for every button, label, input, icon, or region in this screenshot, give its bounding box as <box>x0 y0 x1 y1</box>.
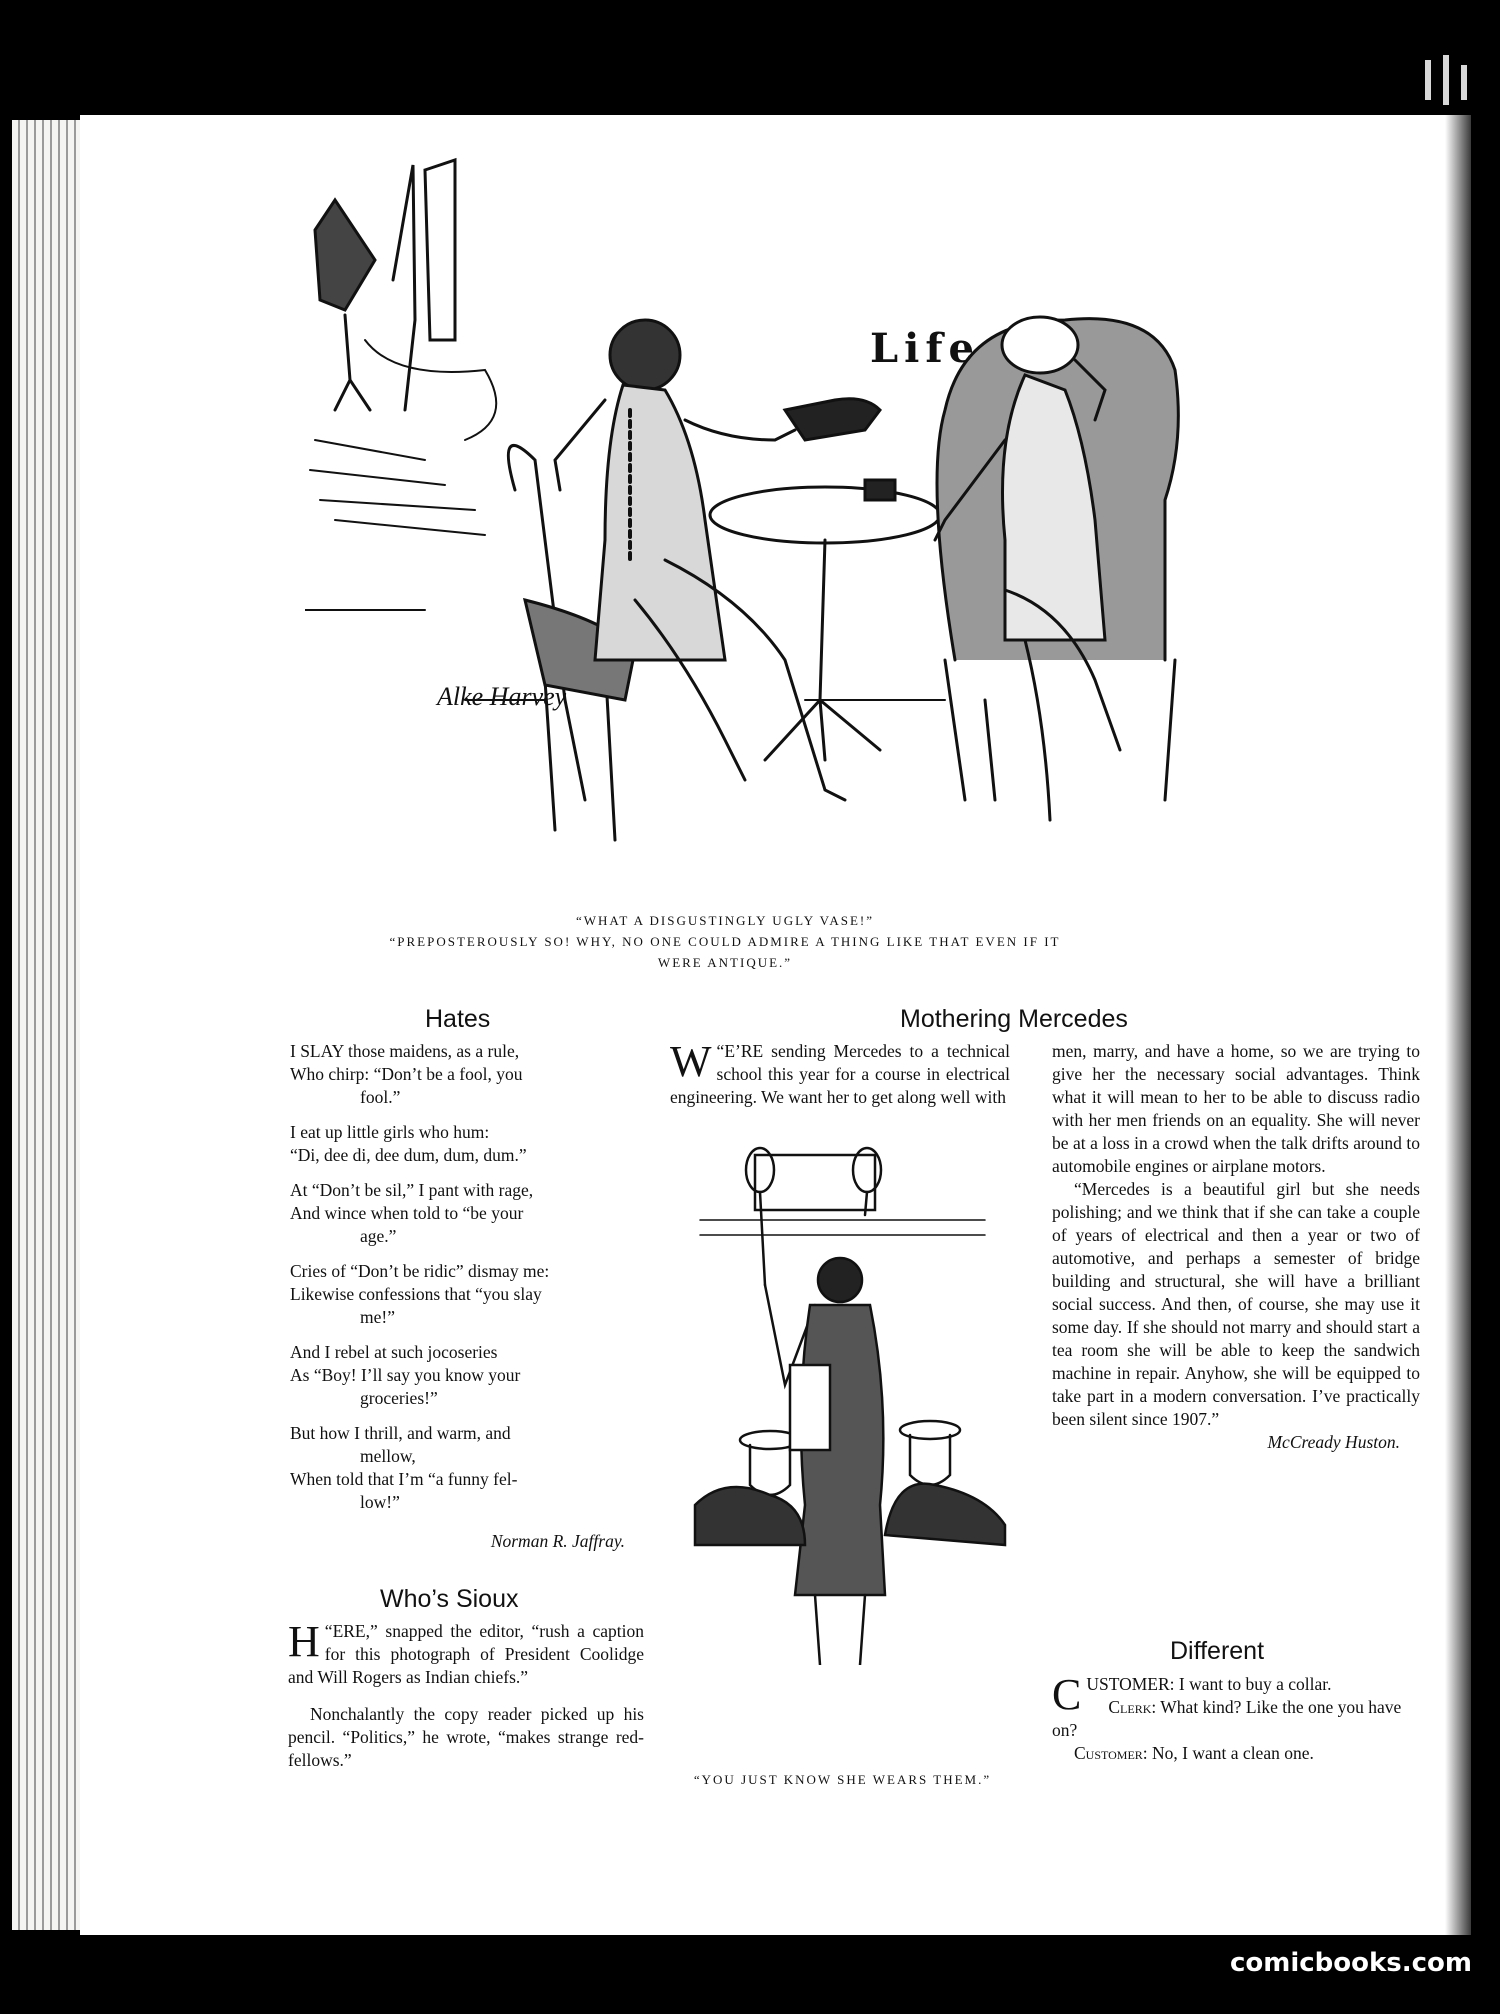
poem-line: me!” <box>360 1307 395 1327</box>
poem-line: When told that I’m “a funny fel- <box>290 1469 518 1489</box>
poem-stanza <box>290 1341 640 1410</box>
facing-page-marks <box>1415 50 1475 120</box>
poem-line: And wince when told to “be your <box>290 1203 524 1223</box>
hates-poem <box>290 1040 640 1526</box>
hates-author: Norman R. Jaffray. <box>490 1531 625 1551</box>
poem-line: As “Boy! I’ll say you know your <box>290 1365 521 1385</box>
mercedes-intro <box>670 1037 1010 1123</box>
poem-line: I SLAY those maidens, as a rule, <box>290 1041 520 1061</box>
poem-stanza <box>290 1179 640 1248</box>
caption-line: “PREPOSTEROUSLY SO! WHY, NO ONE COULD ADMIRE A THING LIKE THAT EVEN IF IT <box>389 934 1061 949</box>
poem-line: And I rebel at such jocoseries <box>290 1342 498 1362</box>
mercedes-heading: Mothering Mercedes <box>900 1005 1128 1033</box>
clerk-line: What kind? Like the one you have on? <box>1052 1697 1402 1740</box>
sioux-text <box>288 1617 644 1772</box>
mercedes-paragraph-2: men, marry, and have a home, so we are trying to give her the necessary social advantages. Think what it will mean to her to be able to discuss radio with her men friends on an equality. She will never be at a loss in a crowd when the talk drifts around to automobile engines or airplane motors. <box>1052 1041 1420 1176</box>
poem-stanza <box>290 1260 640 1329</box>
magazine-page <box>80 115 1465 1935</box>
different-text <box>1052 1670 1420 1765</box>
top-cartoon-caption <box>380 910 1070 973</box>
caption-line: “WHAT A DISGUSTINGLY UGLY VASE!” <box>575 913 875 928</box>
different-heading: Different <box>1170 1637 1265 1665</box>
poem-line: low!” <box>360 1492 400 1512</box>
sioux-dropcap: H <box>288 1617 320 1666</box>
poem-line: Cries of “Don’t be ridic” dismay me: <box>290 1261 550 1281</box>
artist-signature: Alke Harvey <box>437 682 567 711</box>
different-line-1: USTOMER: I want to buy a collar. <box>1086 1674 1332 1694</box>
mercedes-dropcap: W <box>670 1037 712 1086</box>
mercedes-paragraph-1: E’RE sending Mercedes to a technical school this year for a course in electrical engineering. We want her to get along well with <box>670 1041 1010 1107</box>
watermark: comicbooks.com <box>1229 1948 1472 1978</box>
poem-line: “Di, dee di, dee dum, dum, dum.” <box>290 1145 527 1165</box>
poem-line: mellow, <box>360 1446 416 1466</box>
page-gutter <box>1445 115 1471 1935</box>
different-dropcap: C <box>1052 1670 1082 1719</box>
customer-line: No, I want a clean one. <box>1147 1743 1314 1763</box>
poem-stanza <box>290 1121 640 1167</box>
poem-line: But how I thrill, and warm, and <box>290 1423 511 1443</box>
sioux-paragraph-1: ERE,” snapped the editor, “rush a caption for this photograph of President Coolidge and Will Rogers as Indian chiefs.” <box>288 1621 644 1687</box>
poem-line: groceries!” <box>360 1388 438 1408</box>
subway-cartoon-caption: “YOU JUST KNOW SHE WEARS THEM.” <box>693 1772 992 1787</box>
mercedes-author: McCready Huston. <box>1267 1432 1400 1452</box>
sioux-heading: Who’s Sioux <box>380 1585 519 1613</box>
mercedes-paragraph-3: “Mercedes is a beautiful girl but she needs polishing; and we think that if she can take a couple of years of electrical and then a year or two of automotive, and perhaps a semester of bridge building and structural, she will have a brilliant social success. And then, of course, she may use it some day. If she should not marry and should start a tea room she will be able to keep the sandwich machine in repair. Anyhow, she will be equipped to take part in a modern conversation. I’ve practically been silent since 1907.” <box>1052 1179 1420 1429</box>
sioux-paragraph-2: Nonchalantly the copy reader picked up his pencil. “Politics,” he wrote, “makes strange red-fellows.” <box>288 1704 644 1770</box>
poem-line: At “Don’t be sil,” I pant with rage, <box>290 1180 534 1200</box>
caption-line: WERE ANTIQUE.” <box>657 955 793 970</box>
mercedes-continued <box>1052 1040 1420 1454</box>
sioux-open-quote: “ <box>324 1621 333 1641</box>
clerk-speaker: Clerk: <box>1108 1697 1157 1717</box>
poem-line: Who chirp: “Don’t be a fool, you <box>290 1064 523 1084</box>
customer-speaker: Customer: <box>1074 1743 1148 1763</box>
vase-cartoon-illustration <box>305 140 1315 920</box>
subway-cartoon-illustration <box>685 1145 1010 1665</box>
hates-heading: Hates <box>425 1005 491 1033</box>
poem-line: age.” <box>360 1226 397 1246</box>
poem-line: fool.” <box>360 1087 401 1107</box>
poem-line: I eat up little girls who hum: <box>290 1122 490 1142</box>
poem-line: Likewise confessions that “you slay <box>290 1284 542 1304</box>
poem-stanza <box>290 1040 640 1109</box>
masthead-title: Life <box>870 325 980 372</box>
poem-stanza <box>290 1422 640 1514</box>
mercedes-open-quote: “ <box>716 1041 725 1061</box>
